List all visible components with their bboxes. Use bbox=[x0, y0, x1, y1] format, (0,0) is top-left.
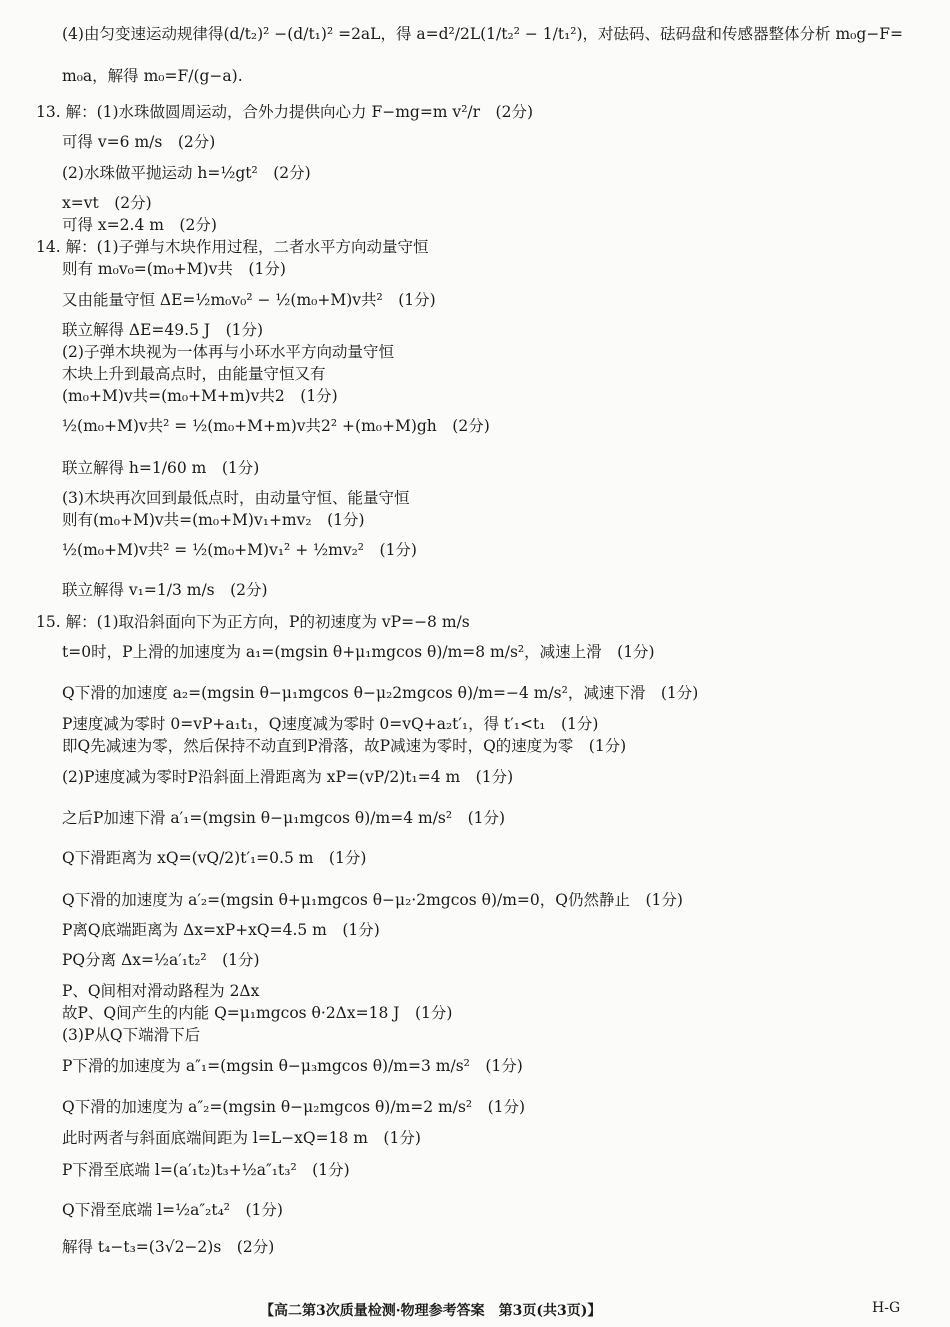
page-code: H-G bbox=[872, 1300, 901, 1316]
line-12: (2)子弹木块视为一体再与小环水平方向动量守恒 bbox=[62, 343, 394, 361]
line-07: 可得 x=2.4 m (2分) bbox=[62, 216, 217, 234]
line-02: m₀a，解得 m₀=F/(g−a). bbox=[62, 67, 243, 85]
line-28: Q下滑距离为 xQ=(vQ/2)t′₁=0.5 m (1分) bbox=[62, 849, 367, 867]
line-18: 则有(m₀+M)v共=(m₀+M)v₁+mv₂ (1分) bbox=[62, 511, 365, 529]
line-16: 联立解得 h=1/60 m (1分) bbox=[62, 459, 260, 477]
q13-heading: 13. 解：(1)水珠做圆周运动，合外力提供向心力 F−mg=m v²/r (2分) bbox=[36, 103, 533, 121]
line-24: P速度减为零时 0=vP+a₁t₁，Q速度减为零时 0=vQ+a₂t′₁，得 t′₁<t₁ (1分) bbox=[62, 715, 599, 733]
line-30: P离Q底端距离为 Δx=xP+xQ=4.5 m (1分) bbox=[62, 921, 380, 939]
line-09: 则有 m₀v₀=(m₀+M)v共 (1分) bbox=[62, 260, 286, 278]
line-36: Q下滑的加速度为 a″₂=(mgsin θ−μ₂mgcos θ)/m=2 m/s² (1分) bbox=[62, 1098, 526, 1116]
line-10: 又由能量守恒 ΔE=½m₀v₀² − ½(m₀+M)v共² (1分) bbox=[62, 291, 436, 309]
line-17: (3)木块再次回到最低点时，由动量守恒、能量守恒 bbox=[62, 489, 410, 507]
line-19: ½(m₀+M)v共² = ½(m₀+M)v₁² + ½mv₂² (1分) bbox=[62, 541, 417, 559]
line-34: (3)P从Q下端滑下后 bbox=[62, 1026, 201, 1044]
line-39: Q下滑至底端 l=½a″₂t₄² (1分) bbox=[62, 1201, 283, 1219]
page-footer: 【高二第3次质量检测·物理参考答案 第3页(共3页)】 bbox=[260, 1303, 602, 1319]
line-05: (2)水珠做平抛运动 h=½gt² (2分) bbox=[62, 164, 311, 182]
line-15: ½(m₀+M)v共² = ½(m₀+M+m)v共2² +(m₀+M)gh (2分) bbox=[62, 417, 490, 435]
line-40: 解得 t₄−t₃=(3√2−2)s (2分) bbox=[62, 1238, 275, 1256]
line-35: P下滑的加速度为 a″₁=(mgsin θ−μ₃mgcos θ)/m=3 m/s² (1分) bbox=[62, 1057, 523, 1075]
line-26: (2)P速度减为零时P沿斜面上滑距离为 xP=(vP/2)t₁=4 m (1分) bbox=[62, 768, 514, 786]
line-38: P下滑至底端 l=(a′₁t₂)t₃+½a″₁t₃² (1分) bbox=[62, 1161, 350, 1179]
line-14: (m₀+M)v共=(m₀+M+m)v共2 (1分) bbox=[62, 387, 338, 405]
line-25: 即Q先减速为零，然后保持不动直到P滑落，故P减速为零时，Q的速度为零 (1分) bbox=[62, 737, 627, 755]
line-23: Q下滑的加速度 a₂=(mgsin θ−μ₁mgcos θ−μ₂2mgcos θ)/m=−4 m/s²，减速下滑 (1分) bbox=[62, 684, 699, 702]
line-22: t=0时，P上滑的加速度为 a₁=(mgsin θ+μ₁mgcos θ)/m=8 m/s²，减速上滑 (1分) bbox=[62, 643, 655, 661]
line-37: 此时两者与斜面底端间距为 l=L−xQ=18 m (1分) bbox=[62, 1129, 421, 1147]
line-04: 可得 v=6 m/s (2分) bbox=[62, 133, 216, 151]
line-20: 联立解得 v₁=1/3 m/s (2分) bbox=[62, 581, 268, 599]
line-27: 之后P加速下滑 a′₁=(mgsin θ−μ₁mgcos θ)/m=4 m/s² (1分) bbox=[62, 809, 506, 827]
line-33: 故P、Q间产生的内能 Q=μ₁mgcos θ·2Δx=18 J (1分) bbox=[62, 1004, 453, 1022]
line-01: (4)由匀变速运动规律得(d/t₂)² −(d/t₁)² =2aL，得 a=d²/2L(1/t₂² − 1/t₁²)，对砝码、砝码盘和传感器整体分析 m₀g−F= bbox=[62, 25, 904, 43]
line-31: PQ分离 Δx=½a′₁t₂² (1分) bbox=[62, 951, 260, 969]
q15-heading: 15. 解：(1)取沿斜面向下为正方向，P的初速度为 vP=−8 m/s bbox=[36, 613, 470, 631]
line-29: Q下滑的加速度为 a′₂=(mgsin θ+μ₁mgcos θ−μ₂·2mgcos θ)/m=0，Q仍然静止 (1分) bbox=[62, 891, 683, 909]
line-06: x=vt (2分) bbox=[62, 194, 152, 212]
q14-heading: 14. 解：(1)子弹与木块作用过程，二者水平方向动量守恒 bbox=[36, 238, 429, 256]
line-13: 木块上升到最高点时，由能量守恒又有 bbox=[62, 365, 326, 383]
line-11: 联立解得 ΔE=49.5 J (1分) bbox=[62, 321, 264, 339]
line-32: P、Q间相对滑动路程为 2Δx bbox=[62, 982, 260, 1000]
